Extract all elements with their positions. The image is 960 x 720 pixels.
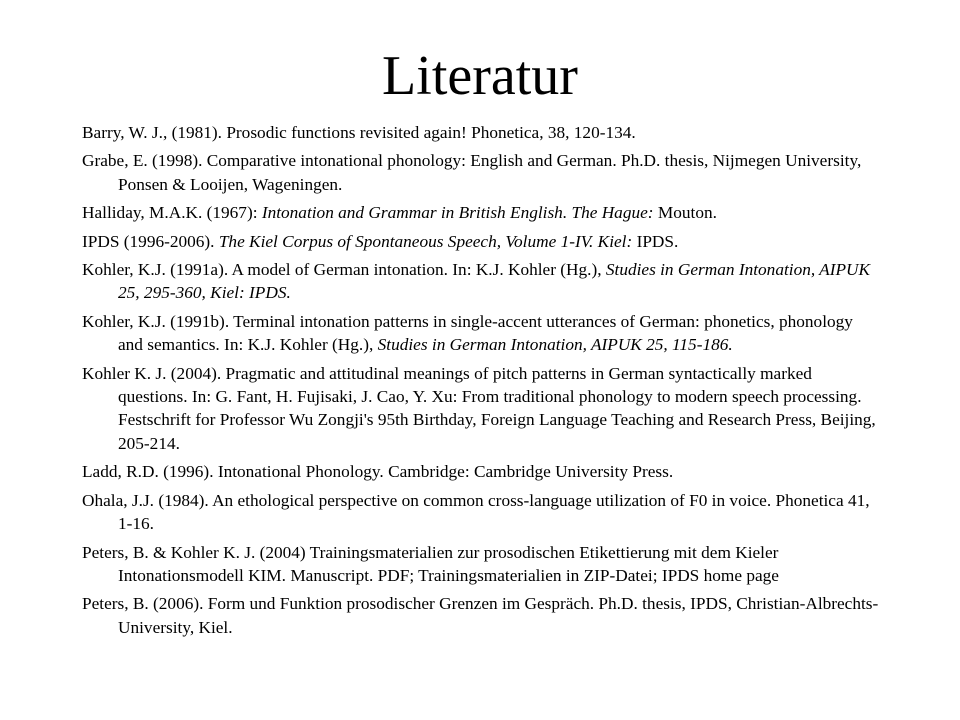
reference-text: Kohler, K.J. (1991a). A model of German intonation. In: K.J. Kohler (Hg.), xyxy=(82,260,606,280)
reference-text: Ladd, R.D. (1996). Intonational Phonology. Cambridge: Cambridge University Press. xyxy=(82,462,674,482)
reference-text: Ohala, J.J. (1984). An ethological perspective on common cross-language utilization of F0 in voice. Phonetica 41, 1-16. xyxy=(82,490,870,534)
reference-title-italic: Studies in German Intonation, AIPUK 25, 115-186. xyxy=(377,335,733,355)
reference-list xyxy=(82,121,882,644)
reference-text: Barry, W. J., (1981). Prosodic functions revisited again! Phonetica, 38, 120-134. xyxy=(82,123,636,142)
reference-title-italic: Intonation and Grammar in British English. The Hague: xyxy=(261,203,654,223)
reference-entry xyxy=(82,541,882,588)
reference-text: Kohler K. J. (2004). Pragmatic and attitudinal meanings of pitch patterns in German syntactically marked questions. In: G. Fant, H. Fujisaki, J. Cao, Y. Xu: From traditional phonology to modern speech processing. Festschrift for Professor Wu Zongji's 95th Birthday, Foreign Language Teaching and Research Press, Beijing, 205-214. xyxy=(82,363,876,453)
reference-entry xyxy=(82,258,882,305)
reference-entry xyxy=(82,460,882,483)
reference-text: Kohler, K.J. (1991b). Terminal intonation patterns in single-accent utterances of German: phonetics, phonology and semantics. In: K.J. Kohler (Hg.), xyxy=(82,311,853,355)
reference-title-italic: Studies in German Intonation, AIPUK 25, 295-360, Kiel: IPDS. xyxy=(118,260,871,303)
reference-entry xyxy=(82,310,882,357)
reference-entry xyxy=(82,201,882,224)
reference-entry xyxy=(82,230,882,253)
reference-text: Mouton. xyxy=(653,203,717,223)
reference-text: IPDS (1996-2006). xyxy=(82,231,219,251)
reference-entry xyxy=(82,121,882,144)
reference-text: Peters, B. & Kohler K. J. (2004) Trainingsmaterialien zur prosodischen Etikettierung mit dem Kieler Intonationsmodell KIM. Manuscript. PDF; Trainingsmaterialien in ZIP-Datei; IPDS home page xyxy=(82,542,779,585)
reference-title-italic: The Kiel Corpus of Spontaneous Speech, Volume 1-IV. Kiel: xyxy=(218,231,633,251)
reference-text: IPDS. xyxy=(632,231,679,251)
reference-text: Halliday, M.A.K. (1967): xyxy=(82,203,262,223)
reference-text: Peters, B. (2006). Form und Funktion prosodischer Grenzen im Gespräch. Ph.D. thesis, IPDS, Christian-Albrechts-University, Kiel. xyxy=(82,594,879,637)
reference-entry xyxy=(82,592,882,639)
reference-text: Grabe, E. (1998). Comparative intonational phonology: English and German. Ph.D. thesis, Nijmegen University, Ponsen & Looijen, Wageningen. xyxy=(82,151,862,194)
slide-title: Literatur xyxy=(382,45,578,107)
reference-entry xyxy=(82,149,882,196)
reference-entry xyxy=(82,362,882,456)
reference-entry xyxy=(82,489,882,536)
